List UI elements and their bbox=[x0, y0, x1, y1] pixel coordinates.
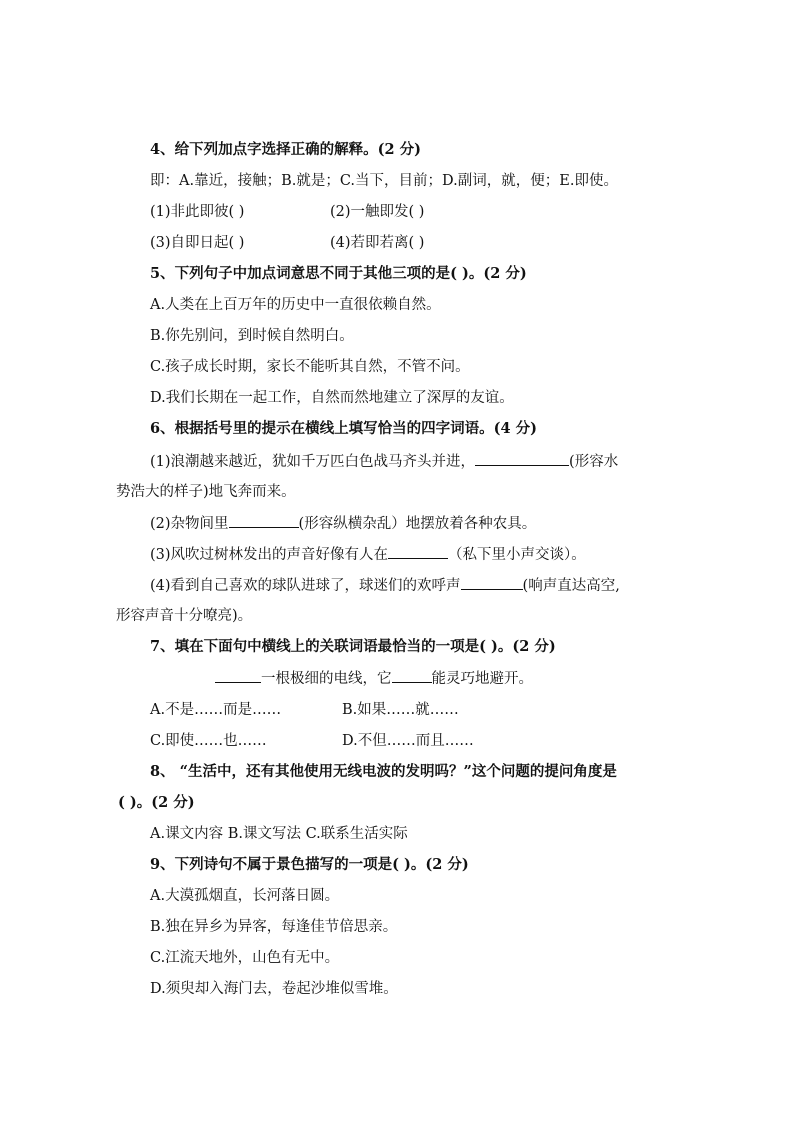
q9-option-b: B.独在异乡为异客，每逢佳节倍思亲。 bbox=[150, 919, 398, 935]
q6-s2-hint: (形容纵横杂乱）地摆放着各种农具。 bbox=[298, 516, 537, 532]
q6-sentence-3 bbox=[150, 544, 586, 565]
q5-option-d: D.我们长期在一起工作，自然而然地建立了深厚的友谊。 bbox=[150, 390, 514, 406]
q4-definitions: 即：A.靠近，接触；B.就是；C.当下，目前；D.副词，就，便；E.即使。 bbox=[150, 173, 618, 189]
fill-blank[interactable] bbox=[475, 451, 569, 466]
q6-s4-text: (4)看到自己喜欢的球队进球了，球迷们的欢呼声 bbox=[150, 578, 461, 594]
fill-blank[interactable] bbox=[461, 575, 523, 590]
q5-option-c: C.孩子成长时期，家长不能听其自然，不管不问。 bbox=[150, 359, 470, 375]
q7-option-a: A.不是……而是…… bbox=[150, 702, 282, 718]
q8-title: 8、 “生活中，还有其他使用无线电波的发明吗？”这个问题的提问角度是 bbox=[150, 763, 617, 780]
q5-title: 5、下列句子中加点词意思不同于其他三项的是( )。(2 分) bbox=[150, 265, 527, 282]
q8-options: A.课文内容 B.课文写法 C.联系生活实际 bbox=[150, 826, 408, 842]
q9-option-c: C.江流天地外，山色有无中。 bbox=[150, 950, 340, 966]
q4-item-4: (4)若即若离( ) bbox=[330, 235, 425, 251]
q6-s4-continued: 形容声音十分嘹亮)。 bbox=[116, 608, 253, 624]
q9-option-d: D.须臾却入海门去，卷起沙堆似雪堆。 bbox=[150, 981, 398, 997]
q6-title: 6、根据括号里的提示在横线上填写恰当的四字词语。(4 分) bbox=[150, 420, 537, 437]
q6-s1-hint: (形容水 bbox=[569, 454, 619, 470]
q9-title: 9、下列诗句不属于景色描写的一项是( )。(2 分) bbox=[150, 856, 469, 873]
q4-item-1: (1)非此即彼( ) bbox=[150, 204, 245, 220]
q6-s4-hint: (响声直达高空, bbox=[522, 578, 620, 594]
q6-sentence-1 bbox=[150, 451, 618, 472]
q4-item-2: (2)一触即发( ) bbox=[330, 204, 425, 220]
fill-blank[interactable] bbox=[388, 544, 448, 559]
q8-title-continued: ( )。(2 分) bbox=[118, 794, 195, 811]
q7-option-c: C.即使……也…… bbox=[150, 733, 267, 749]
fill-blank[interactable] bbox=[215, 668, 261, 683]
q4-title: 4、给下列加点字选择正确的解释。(2 分) bbox=[150, 141, 421, 158]
q5-option-b: B.你先别问，到时候自然明白。 bbox=[150, 328, 354, 344]
q7-option-b: B.如果……就…… bbox=[342, 702, 459, 718]
q6-s3-text: (3)风吹过树林发出的声音好像有人在 bbox=[150, 547, 389, 563]
fill-blank[interactable] bbox=[229, 513, 299, 528]
q7-option-d: D.不但……而且…… bbox=[342, 733, 474, 749]
q6-s1-text: (1)浪潮越来越近，犹如千万匹白色战马齐头并进， bbox=[150, 454, 476, 470]
q6-s2-text: (2)杂物间里 bbox=[150, 516, 229, 532]
q7-title: 7、填在下面句中横线上的关联词语最恰当的一项是( )。(2 分) bbox=[150, 638, 556, 655]
q9-option-a: A.大漠孤烟直，长河落日圆。 bbox=[150, 888, 340, 904]
q4-item-3: (3)自即日起( ) bbox=[150, 235, 245, 251]
q6-s3-hint: （私下里小声交谈）。 bbox=[448, 547, 586, 563]
q7-s-mid: 一根极细的电线，它 bbox=[261, 671, 392, 687]
q6-sentence-2 bbox=[150, 513, 536, 534]
q7-s-end: 能灵巧地避开。 bbox=[431, 671, 533, 687]
q6-sentence-4 bbox=[150, 575, 620, 596]
q5-option-a: A.人类在上百万年的历史中一直很依赖自然。 bbox=[150, 297, 441, 313]
q7-sentence bbox=[215, 668, 533, 689]
fill-blank[interactable] bbox=[392, 668, 432, 683]
q6-s1-continued: 势浩大的样子)地飞奔而来。 bbox=[116, 484, 296, 500]
